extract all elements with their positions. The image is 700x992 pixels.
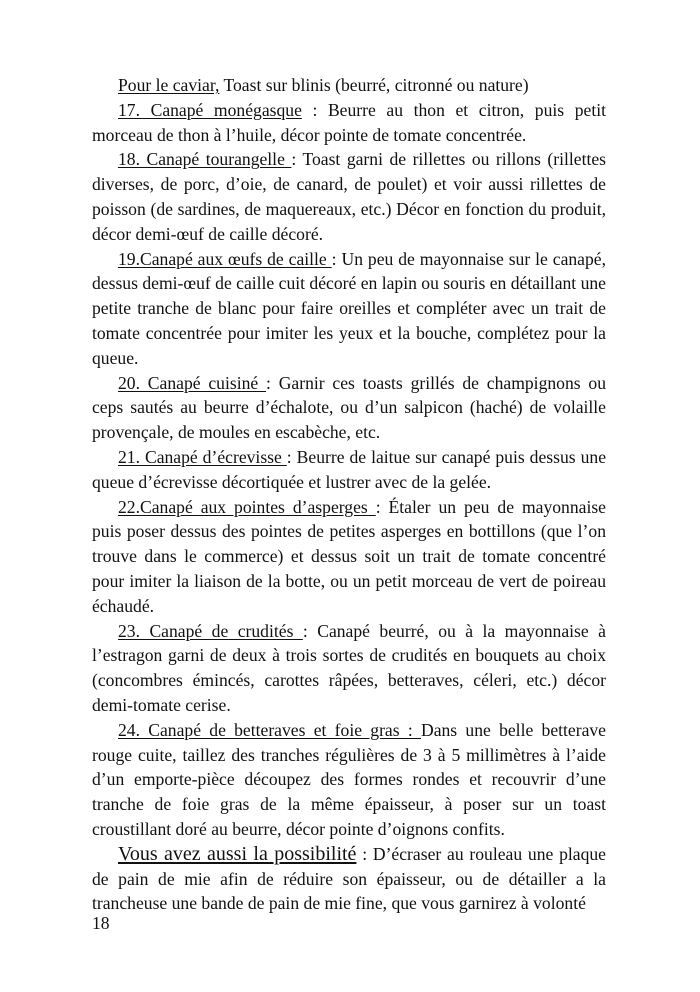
paragraph-text: : Canapé beurré, ou à la mayonnaise à l’estragon garni de deux à trois sortes de crudités en bouquets au choix (concombres émincés, carottes râpées, betteraves, céleri, etc.) décor demi-tomate cerise. <box>92 620 606 715</box>
paragraph-heading: 22.Canapé aux pointes d’asperges <box>118 496 376 517</box>
paragraph-text: : Toast garni de rillettes ou rillons (rillettes diverses, de porc, d’oie, de canard, de poulet) et voir aussi rillettes de poisson (de sardines, de maquereaux, etc.) Décor en fonction du produit, décor demi-œuf de caille décoré. <box>92 149 606 244</box>
paragraph-20 <box>92 371 606 445</box>
paragraph-heading: 20. Canapé cuisiné <box>118 372 267 393</box>
paragraph-heading: 24. Canapé de betteraves et foie gras : <box>118 719 421 740</box>
paragraph-text: Dans une belle betterave rouge cuite, taillez des tranches régulières de 3 à 5 millimètres à l’aide d’un emporte-pièce découpez des formes rondes et recouvrir d’une tranche de foie gras de la même épaisseur, à poser sur un toast croustillant doré au beurre, décor pointe d’oignons confits. <box>92 719 606 839</box>
paragraph-heading: 17. Canapé monégasque <box>118 99 302 120</box>
page-body <box>92 73 606 916</box>
paragraph-heading: 23. Canapé de crudités <box>118 620 303 641</box>
paragraph-heading: 21. Canapé d’écrevisse <box>118 446 287 467</box>
page-number: 18 <box>92 913 110 933</box>
paragraph-17 <box>92 98 606 148</box>
paragraph-text: : Un peu de mayonnaise sur le canapé, dessus demi-œuf de caille cuit décoré en lapin ou souris en détaillant une petite tranche de blanc pour faire oreilles et compléter avec un trait de tomate concentrée pour imiter les yeux et la bouche, complétez pour la queue. <box>92 248 606 368</box>
paragraph-heading: Pour le caviar, <box>118 75 220 95</box>
paragraph-text: : D’écraser au rouleau une plaque de pain de mie afin de réduire son épaisseur, ou de détailler a la trancheuse une bande de pain de mie fine, que vous garnirez à volonté <box>92 843 606 914</box>
paragraph-24 <box>92 718 606 842</box>
paragraph-text: Toast sur blinis (beurré, citronné ou nature) <box>219 75 529 95</box>
paragraph-caviar <box>92 73 606 98</box>
paragraph-19 <box>92 247 606 371</box>
paragraph-21 <box>92 445 606 495</box>
paragraph-text: : Beurre de laitue sur canapé puis dessus une queue d’écrevisse décortiquée et lustrer avec de la gelée. <box>92 446 606 492</box>
paragraph-heading: 18. Canapé tourangelle <box>118 149 292 170</box>
paragraph-heading: Vous avez aussi la possibilité <box>118 842 357 865</box>
paragraph-22 <box>92 495 606 619</box>
paragraph-heading: 19.Canapé aux œufs de caille <box>118 248 332 269</box>
paragraph-text: : Beurre au thon et citron, puis petit morceau de thon à l’huile, décor pointe de tomate concentrée. <box>92 99 606 145</box>
paragraph-18 <box>92 147 606 246</box>
paragraph-text: : Garnir ces toasts grillés de champignons ou ceps sautés au beurre d’échalote, ou d’un salpicon (haché) de volaille provençale, de moules en escabèche, etc. <box>92 372 606 443</box>
paragraph-23 <box>92 619 606 718</box>
paragraph-text: : Étaler un peu de mayonnaise puis poser dessus des pointes de petites asperges en bottillons (que l’on trouve dans le commerce) et dessus soit un trait de tomate concentré pour imiter la liaison de la botte, ou un petit morceau de vert de poireau échaudé. <box>92 496 606 616</box>
paragraph-possibilite <box>92 842 606 916</box>
